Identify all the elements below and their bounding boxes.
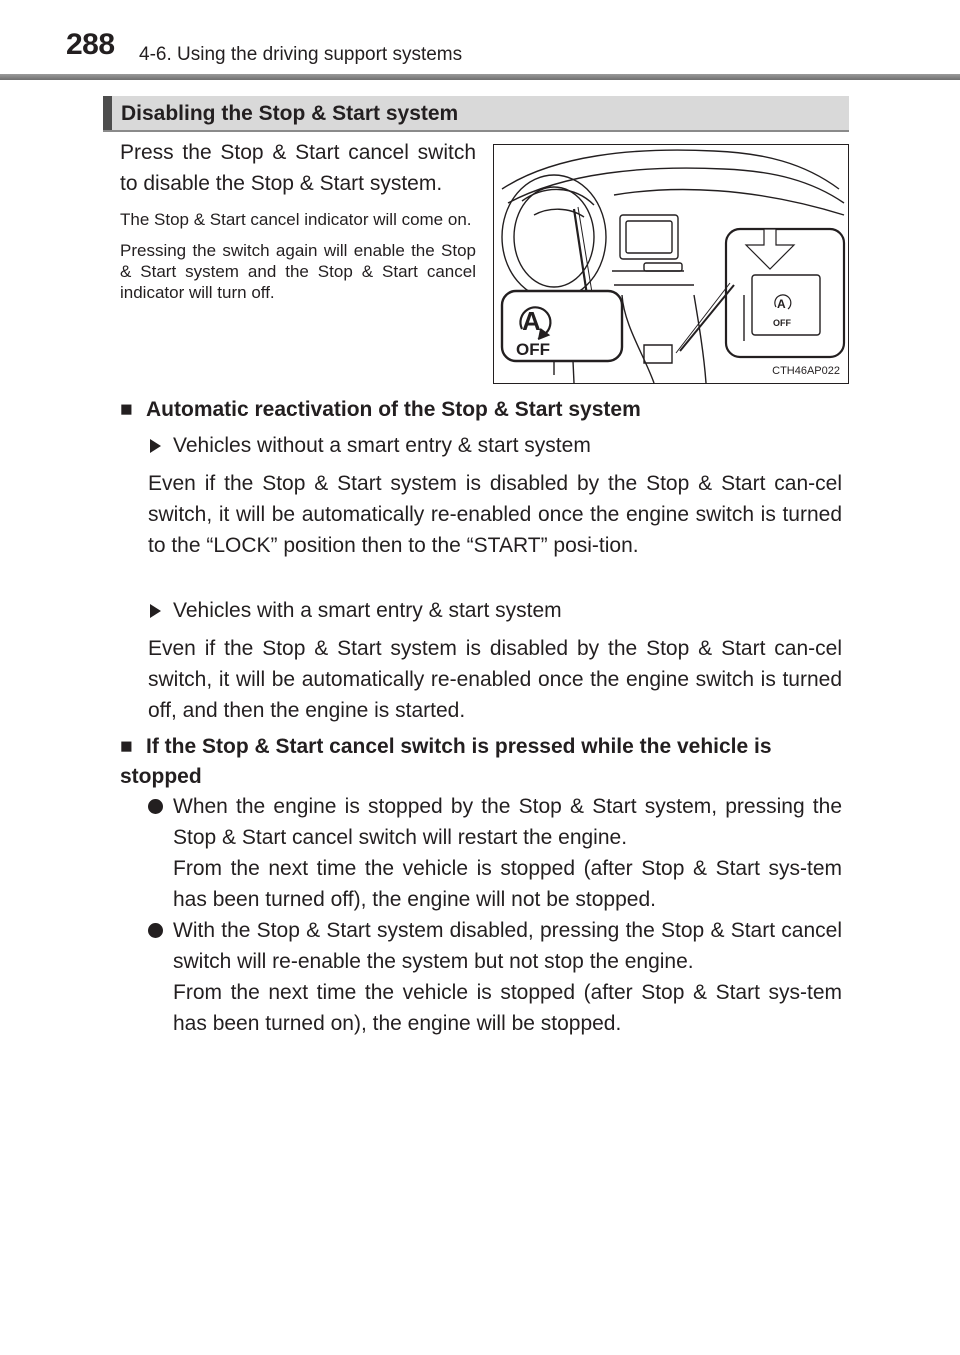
round-bullet-icon: [148, 923, 163, 938]
bullet-subtext: From the next time the vehicle is stopped (after Stop & Start sys-tem has been turned off), the engine will not be stopped.: [173, 857, 842, 911]
bullet-subtext: From the next time the vehicle is stopped (after Stop & Start sys-tem has been turned on), the engine will be stopped.: [173, 981, 842, 1035]
figure-code: CTH46AP022: [772, 365, 840, 377]
square-bullet-icon: ■: [120, 735, 133, 758]
bullet-item-system-disabled: [148, 915, 842, 1039]
subsection-heading-pressed-while-stopped: [120, 732, 842, 792]
intro-note-indicator-on: The Stop & Start cancel indicator will come on.: [120, 210, 472, 229]
bullet-item-engine-stopped: [148, 791, 842, 915]
vehicle-type-label: Vehicles with a smart entry & start system: [173, 599, 562, 622]
dashboard-illustration: [493, 144, 849, 384]
page-header: [0, 0, 960, 80]
vehicle-type-without-smart-entry: [150, 431, 591, 461]
small-label-text: OFF: [773, 318, 791, 328]
intro-note-press-again: Pressing the switch again will enable the Stop & Start system and the Stop & Start cancel indicator will turn off.: [120, 241, 476, 302]
round-bullet-icon: [148, 799, 163, 814]
square-bullet-icon: ■: [120, 398, 133, 421]
chapter-title: 4-6. Using the driving support systems: [139, 44, 463, 65]
triangle-bullet-icon: [150, 439, 161, 453]
section-heading-bar: [103, 96, 849, 132]
section-accent: [103, 96, 112, 130]
subsection-title: Automatic reactivation of the Stop & Start system: [146, 398, 641, 421]
intro-text-block: [120, 137, 476, 313]
page-number: 288: [66, 28, 115, 61]
section-title: Disabling the Stop & Start system: [121, 102, 459, 125]
paragraph-with-smart-entry: Even if the Stop & Start system is disabled by the Stop & Start can-cel switch, it will be automatically re-enabled once the engine switch is turned off, and then the engine is started.: [148, 637, 842, 722]
vehicle-type-label: Vehicles without a smart entry & start system: [173, 434, 591, 457]
small-label-letter: A: [777, 297, 786, 311]
intro-instruction: Press the Stop & Start cancel switch to disable the Stop & Start system.: [120, 141, 476, 195]
big-label-text: OFF: [516, 340, 550, 359]
dashboard-drawing: [494, 145, 850, 385]
big-label-letter: A: [522, 306, 541, 336]
triangle-bullet-icon: [150, 604, 161, 618]
subsection-title: If the Stop & Start cancel switch is pressed while the vehicle is stopped: [120, 735, 772, 788]
header-rule: [0, 74, 960, 80]
bullet-text: When the engine is stopped by the Stop & Start system, pressing the Stop & Start cancel switch will restart the engine.: [173, 795, 842, 849]
bullet-text: With the Stop & Start system disabled, pressing the Stop & Start cancel switch will re-enable the system but not stop the engine.: [173, 919, 842, 973]
paragraph-without-smart-entry: Even if the Stop & Start system is disabled by the Stop & Start can-cel switch, it will be automatically re-enabled once the engine switch is turned to the “LOCK” position then to the “START” posi-tion.: [148, 472, 842, 557]
vehicle-type-with-smart-entry: [150, 596, 562, 626]
subsection-heading-reactivation: [120, 395, 641, 425]
